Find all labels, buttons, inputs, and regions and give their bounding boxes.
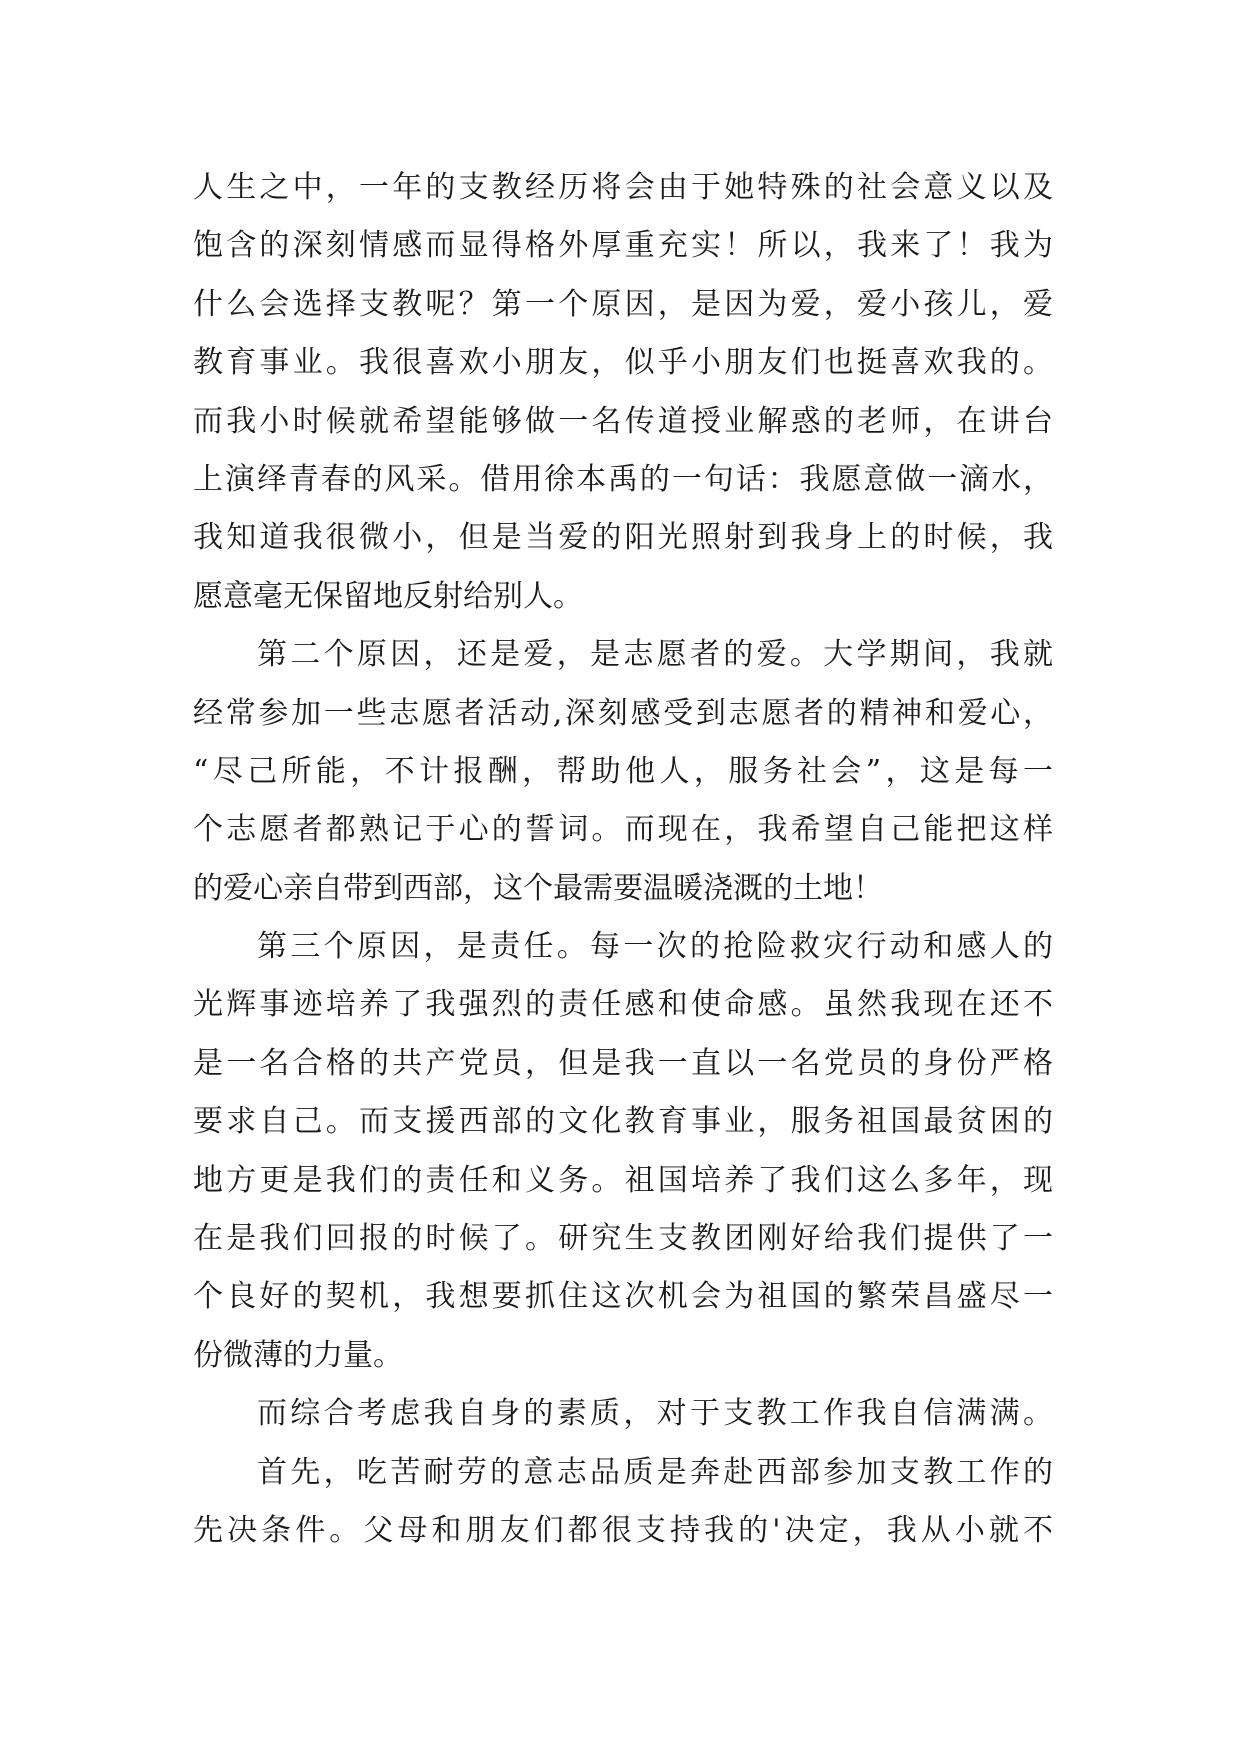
text-line: 第二个原因，还是爱，是志愿者的爱。大学期间，我就 bbox=[257, 637, 1053, 673]
text-line: 我知道我很微小，但是当爱的阳光照射到我身上的时候，我 bbox=[193, 520, 1053, 556]
text-line: 人生之中，一年的支教经历将会由于她特殊的社会意义以及 bbox=[193, 170, 1053, 205]
text-line: 愿意毫无保留地反射给别人。 bbox=[193, 578, 583, 614]
text-line: “尽己所能，不计报酬，帮助他人，服务社会”，这是每一 bbox=[193, 753, 1053, 789]
text-line: 而我小时候就希望能够做一名传道授业解惑的老师，在讲台 bbox=[193, 403, 1053, 439]
text-line: 第三个原因，是责任。每一次的抢险救灾行动和感人的 bbox=[257, 929, 1053, 965]
document-body bbox=[193, 159, 1053, 1560]
text-line: 光辉事迹培养了我强烈的责任感和使命感。虽然我现在还不 bbox=[193, 987, 1053, 1023]
text-line: 什么会选择支教呢？第一个原因，是因为爱，爱小孩儿，爱 bbox=[193, 286, 1053, 322]
text-line: 要求自己。而支援西部的文化教育事业，服务祖国最贫困的 bbox=[193, 1104, 1053, 1140]
text-line: 的爱心亲自带到西部，这个最需要温暖浇溉的土地！ bbox=[193, 870, 883, 906]
text-line: 个良好的契机，我想要抓住这次机会为祖国的繁荣昌盛尽一 bbox=[193, 1279, 1053, 1315]
text-line: 而综合考虑我自身的素质，对于支教工作我自信满满。 bbox=[257, 1396, 1053, 1432]
text-line: 地方更是我们的责任和义务。祖国培养了我们这么多年，现 bbox=[193, 1162, 1053, 1198]
text-line: 经常参加一些志愿者活动,深刻感受到志愿者的精神和爱心， bbox=[193, 695, 1053, 731]
text-line: 个志愿者都熟记于心的誓词。而现在，我希望自己能把这样 bbox=[193, 812, 1053, 848]
text-line: 先决条件。父母和朋友们都很支持我的'决定，我从小就不 bbox=[193, 1512, 1053, 1548]
text-line: 是一名合格的共产党员，但是我一直以一名党员的身份严格 bbox=[193, 1045, 1053, 1081]
text-line: 首先，吃苦耐劳的意志品质是奔赴西部参加支教工作的 bbox=[257, 1454, 1053, 1490]
text-line: 教育事业。我很喜欢小朋友，似乎小朋友们也挺喜欢我的。 bbox=[193, 345, 1053, 381]
text-line: 饱含的深刻情感而显得格外厚重充实！所以，我来了！我为 bbox=[193, 228, 1053, 264]
text-line: 在是我们回报的时候了。研究生支教团刚好给我们提供了一 bbox=[193, 1221, 1053, 1257]
text-line: 份微薄的力量。 bbox=[193, 1337, 403, 1373]
text-line: 上演绎青春的风采。借用徐本禹的一句话：我愿意做一滴水， bbox=[193, 461, 1053, 497]
